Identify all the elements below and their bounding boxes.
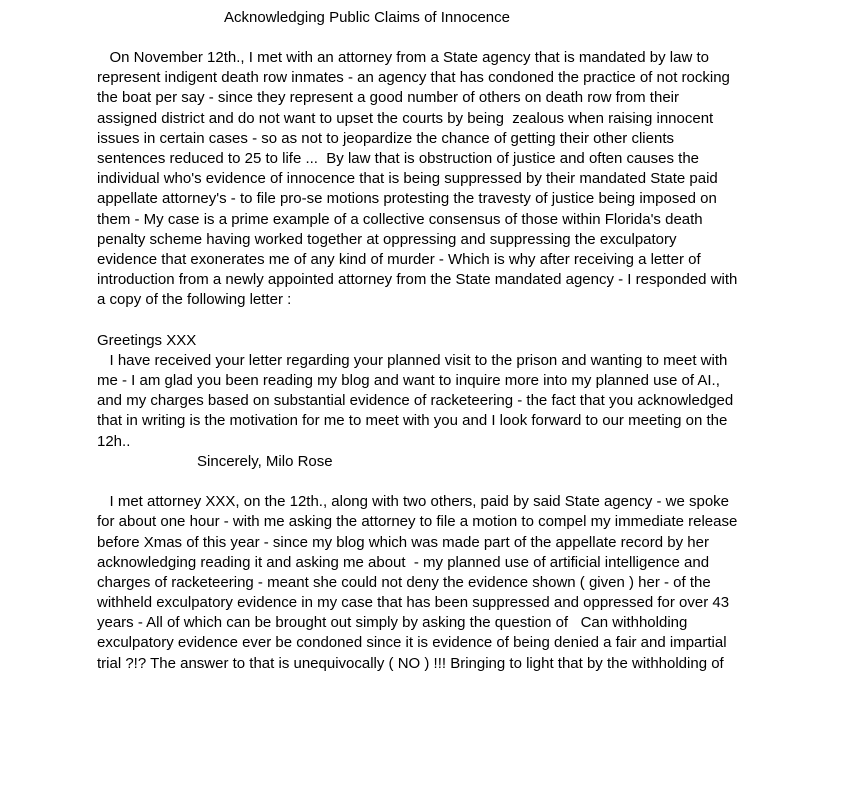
- meeting-paragraph: [97, 492, 757, 674]
- text-line: On November 12th., I met with an attorney from a State agency that is mandated by law to: [97, 49, 709, 66]
- text-line: sentences reduced to 25 to life ... By law that is obstruction of justice and often causes the: [97, 149, 700, 167]
- paragraph-spacer: [97, 472, 757, 492]
- text-line: charges of racketeering - meant she could not deny the evidence shown ( given ) her - of the: [97, 573, 711, 591]
- text-line: 12h..: [97, 432, 131, 450]
- text-line: issues in certain cases - so as not to jeopardize the chance of getting their other clients: [97, 129, 674, 147]
- text-line: for about one hour - with me asking the attorney to file a motion to compel my immediate release: [97, 513, 738, 531]
- text-line: acknowledging reading it and asking me about - my planned use of artificial intelligence and: [97, 553, 710, 571]
- text-line: appellate attorney's - to file pro-se motions protesting the travesty of justice being imposed on: [97, 190, 717, 208]
- text-line: assigned district and do not want to upset the courts by being zealous when raising innocent: [97, 109, 714, 127]
- letter-signoff: Sincerely, Milo Rose: [97, 452, 333, 470]
- text-line: me - I am glad you been reading my blog and want to inquire more into my planned use of AI.,: [97, 372, 720, 389]
- quoted-letter: [97, 331, 757, 472]
- text-line: trial ?!? The answer to that is unequivocally ( NO ) !!! Bringing to light that by the withholding of: [97, 654, 724, 672]
- text-line: before Xmas of this year - since my blog which was made part of the appellate record by her: [97, 533, 709, 551]
- text-line: individual who's evidence of innocence that is being suppressed by their mandated State paid: [97, 170, 718, 188]
- text-line: introduction from a newly appointed attorney from the State mandated agency - I responded with: [97, 271, 738, 289]
- text-line: I have received your letter regarding your planned visit to the prison and wanting to meet with: [97, 351, 728, 369]
- text-line: withheld exculpatory evidence in my case that has been suppressed and oppressed for over 43: [97, 594, 730, 612]
- text-line: and my charges based on substantial evidence of racketeering - the fact that you acknowledged: [97, 392, 734, 410]
- document-title: Acknowledging Public Claims of Innocence: [224, 9, 510, 26]
- text-line: penalty scheme having worked together at oppressing and suppressing the exculpatory: [97, 230, 677, 248]
- text-line: them - My case is a prime example of a collective consensus of those within Florida's death: [97, 210, 703, 228]
- text-line: I met attorney XXX, on the 12th., along with two others, paid by said State agency - we spoke: [97, 493, 730, 511]
- text-line: that in writing is the motivation for me to meet with you and I look forward to our meeting on the: [97, 412, 728, 430]
- text-line: years - All of which can be brought out simply by asking the question of Can withholding: [97, 614, 688, 632]
- text-line: the boat per say - since they represent a good number of others on death row from their: [97, 89, 679, 107]
- letter-greeting: Greetings XXX: [97, 331, 197, 349]
- text-line: a copy of the following letter :: [97, 291, 292, 309]
- text-line: evidence that exonerates me of any kind of murder - Which is why after receiving a letter of: [97, 250, 701, 268]
- document-body: [97, 48, 757, 674]
- paragraph-spacer: [97, 310, 757, 330]
- text-line: exculpatory evidence ever be condoned since it is evidence of being denied a fair and impartial: [97, 634, 727, 652]
- text-line: represent indigent death row inmates - an agency that has condoned the practice of not rocking: [97, 69, 730, 87]
- intro-paragraph: [97, 48, 757, 310]
